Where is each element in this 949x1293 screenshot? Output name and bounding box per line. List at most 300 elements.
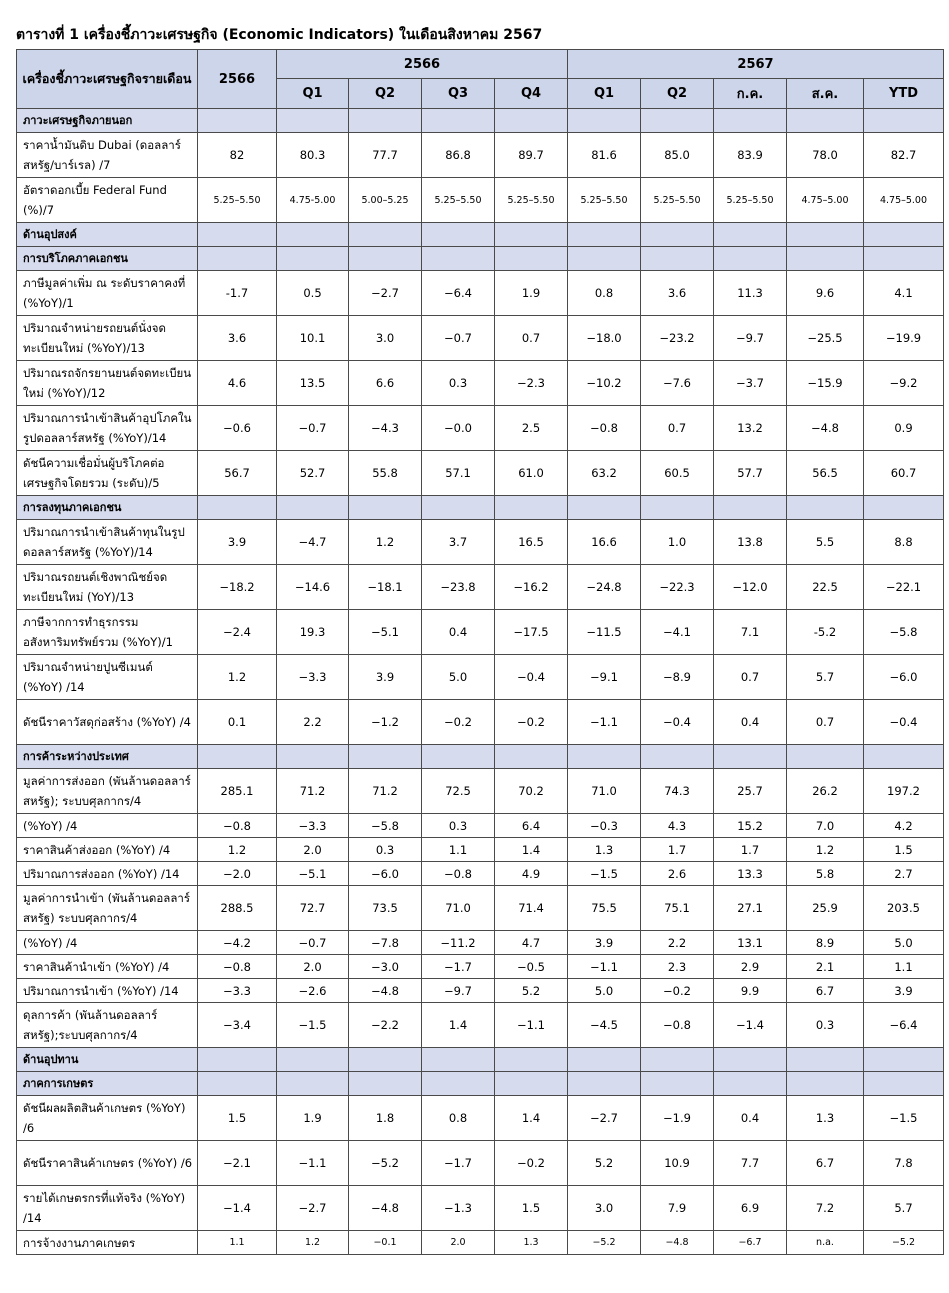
value-cell: −22.3 bbox=[641, 565, 714, 610]
row-label: ภาษีมูลค่าเพิ่ม ณ ระดับราคาคงที่ (%YoY)/1 bbox=[17, 271, 198, 316]
value-cell: −4.8 bbox=[641, 1231, 714, 1255]
value-cell: 0.8 bbox=[568, 271, 641, 316]
section-empty-cell bbox=[422, 1048, 495, 1072]
section-empty-cell bbox=[198, 223, 277, 247]
row-label: ราคาสินค้าส่งออก (%YoY) /4 bbox=[17, 838, 198, 862]
value-cell: 3.9 bbox=[864, 979, 944, 1003]
value-cell: 5.0 bbox=[422, 655, 495, 700]
value-cell: 5.25–5.50 bbox=[568, 178, 641, 223]
value-cell: 5.25–5.50 bbox=[198, 178, 277, 223]
row-label: อัตราดอกเบี้ย Federal Fund (%)/7 bbox=[17, 178, 198, 223]
value-cell: −1.5 bbox=[277, 1003, 349, 1048]
section-empty-cell bbox=[277, 247, 349, 271]
value-cell: 6.6 bbox=[349, 361, 422, 406]
value-cell: 56.5 bbox=[787, 451, 864, 496]
value-cell: −2.7 bbox=[568, 1096, 641, 1141]
row-label: ราคาสินค้านำเข้า (%YoY) /4 bbox=[17, 955, 198, 979]
value-cell: −11.2 bbox=[422, 931, 495, 955]
value-cell: −23.2 bbox=[641, 316, 714, 361]
value-cell: −0.2 bbox=[495, 1141, 568, 1186]
table-row bbox=[17, 610, 944, 655]
table-row bbox=[17, 451, 944, 496]
row-label: มูลค่าการส่งออก (พันล้านดอลลาร์สหรัฐ); ระบบศุลกากร/4 bbox=[17, 769, 198, 814]
section-row bbox=[17, 109, 944, 133]
value-cell: −3.3 bbox=[277, 655, 349, 700]
section-empty-cell bbox=[568, 1048, 641, 1072]
section-empty-cell bbox=[349, 1048, 422, 1072]
value-cell: −10.2 bbox=[568, 361, 641, 406]
section-empty-cell bbox=[422, 496, 495, 520]
value-cell: 1.8 bbox=[349, 1096, 422, 1141]
section-empty-cell bbox=[568, 496, 641, 520]
value-cell: 288.5 bbox=[198, 886, 277, 931]
value-cell: −0.8 bbox=[422, 862, 495, 886]
section-row bbox=[17, 496, 944, 520]
value-cell: n.a. bbox=[787, 1231, 864, 1255]
value-cell: 203.5 bbox=[864, 886, 944, 931]
value-cell: −25.5 bbox=[787, 316, 864, 361]
value-cell: 4.3 bbox=[641, 814, 714, 838]
section-empty-cell bbox=[198, 1048, 277, 1072]
table-row bbox=[17, 565, 944, 610]
row-label: รายได้เกษตรกรที่แท้จริง (%YoY) /14 bbox=[17, 1186, 198, 1231]
value-cell: 5.8 bbox=[787, 862, 864, 886]
section-empty-cell bbox=[864, 247, 944, 271]
value-cell: 0.4 bbox=[422, 610, 495, 655]
value-cell: −1.7 bbox=[422, 955, 495, 979]
row-label: ปริมาณรถจักรยานยนต์จดทะเบียนใหม่ (%YoY)/12 bbox=[17, 361, 198, 406]
value-cell: −18.0 bbox=[568, 316, 641, 361]
section-empty-cell bbox=[641, 1072, 714, 1096]
row-label: ปริมาณการส่งออก (%YoY) /14 bbox=[17, 862, 198, 886]
value-cell: 75.1 bbox=[641, 886, 714, 931]
section-empty-cell bbox=[422, 109, 495, 133]
value-cell: −2.4 bbox=[198, 610, 277, 655]
value-cell: 285.1 bbox=[198, 769, 277, 814]
header-indicator: เครื่องชี้ภาวะเศรษฐกิจรายเดือน bbox=[17, 50, 198, 109]
value-cell: −4.2 bbox=[198, 931, 277, 955]
table-title: ตารางที่ 1 เครื่องชี้ภาวะเศรษฐกิจ (Economic Indicators) ในเดือนสิงหาคม 2567 bbox=[16, 27, 543, 43]
value-cell: 72.5 bbox=[422, 769, 495, 814]
value-cell: 71.2 bbox=[277, 769, 349, 814]
row-label: ปริมาณจำหน่ายรถยนต์นั่งจดทะเบียนใหม่ (%YoY)/13 bbox=[17, 316, 198, 361]
value-cell: 2.1 bbox=[787, 955, 864, 979]
table-body bbox=[17, 109, 944, 1255]
value-cell: −9.7 bbox=[422, 979, 495, 1003]
value-cell: −0.4 bbox=[864, 700, 944, 745]
value-cell: -1.7 bbox=[198, 271, 277, 316]
value-cell: −1.3 bbox=[422, 1186, 495, 1231]
value-cell: 0.7 bbox=[641, 406, 714, 451]
value-cell: 1.2 bbox=[198, 838, 277, 862]
value-cell: −1.4 bbox=[198, 1186, 277, 1231]
table-row bbox=[17, 1141, 944, 1186]
value-cell: −2.1 bbox=[198, 1141, 277, 1186]
value-cell: 8.8 bbox=[864, 520, 944, 565]
value-cell: −0.2 bbox=[495, 700, 568, 745]
value-cell: −0.7 bbox=[277, 406, 349, 451]
section-empty-cell bbox=[714, 745, 787, 769]
section-empty-cell bbox=[864, 223, 944, 247]
value-cell: −14.6 bbox=[277, 565, 349, 610]
value-cell: 60.7 bbox=[864, 451, 944, 496]
value-cell: −1.5 bbox=[864, 1096, 944, 1141]
value-cell: 9.9 bbox=[714, 979, 787, 1003]
header-col: Q2 bbox=[349, 79, 422, 109]
value-cell: −5.8 bbox=[864, 610, 944, 655]
section-empty-cell bbox=[641, 223, 714, 247]
value-cell: −2.0 bbox=[198, 862, 277, 886]
value-cell: −2.6 bbox=[277, 979, 349, 1003]
value-cell: −1.7 bbox=[422, 1141, 495, 1186]
row-label: ปริมาณจำหน่ายปูนซีเมนต์ (%YoY) /14 bbox=[17, 655, 198, 700]
value-cell: 1.3 bbox=[495, 1231, 568, 1255]
value-cell: 0.9 bbox=[864, 406, 944, 451]
value-cell: 2.0 bbox=[277, 955, 349, 979]
value-cell: −0.6 bbox=[198, 406, 277, 451]
value-cell: 63.2 bbox=[568, 451, 641, 496]
table-row bbox=[17, 406, 944, 451]
table-row bbox=[17, 1231, 944, 1255]
section-label: การค้าระหว่างประเทศ bbox=[17, 745, 198, 769]
value-cell: 0.8 bbox=[422, 1096, 495, 1141]
row-label: ปริมาณการนำเข้าสินค้าทุนในรูปดอลลาร์สหรัฐ (%YoY)/14 bbox=[17, 520, 198, 565]
value-cell: 6.4 bbox=[495, 814, 568, 838]
value-cell: 8.9 bbox=[787, 931, 864, 955]
value-cell: −0.4 bbox=[495, 655, 568, 700]
value-cell: 0.3 bbox=[787, 1003, 864, 1048]
value-cell: 77.7 bbox=[349, 133, 422, 178]
section-empty-cell bbox=[422, 1072, 495, 1096]
value-cell: 57.7 bbox=[714, 451, 787, 496]
value-cell: 13.2 bbox=[714, 406, 787, 451]
value-cell: −0.0 bbox=[422, 406, 495, 451]
value-cell: 7.0 bbox=[787, 814, 864, 838]
value-cell: −4.8 bbox=[349, 1186, 422, 1231]
value-cell: 6.9 bbox=[714, 1186, 787, 1231]
value-cell: −9.2 bbox=[864, 361, 944, 406]
header-group-2567: 2567 bbox=[568, 50, 944, 79]
row-label: ดุลการค้า (พันล้านดอลลาร์สหรัฐ);ระบบศุลกากร/4 bbox=[17, 1003, 198, 1048]
value-cell: 2.2 bbox=[277, 700, 349, 745]
value-cell: −7.6 bbox=[641, 361, 714, 406]
value-cell: −24.8 bbox=[568, 565, 641, 610]
value-cell: −9.1 bbox=[568, 655, 641, 700]
value-cell: 56.7 bbox=[198, 451, 277, 496]
value-cell: 7.2 bbox=[787, 1186, 864, 1231]
value-cell: 5.00–5.25 bbox=[349, 178, 422, 223]
value-cell: 1.0 bbox=[641, 520, 714, 565]
value-cell: 1.5 bbox=[864, 838, 944, 862]
section-empty-cell bbox=[277, 496, 349, 520]
value-cell: 71.4 bbox=[495, 886, 568, 931]
value-cell: 1.5 bbox=[198, 1096, 277, 1141]
section-label: ด้านอุปสงค์ bbox=[17, 223, 198, 247]
value-cell: 7.9 bbox=[641, 1186, 714, 1231]
value-cell: −15.9 bbox=[787, 361, 864, 406]
section-empty-cell bbox=[787, 745, 864, 769]
section-empty-cell bbox=[864, 1072, 944, 1096]
section-empty-cell bbox=[277, 109, 349, 133]
value-cell: 1.7 bbox=[641, 838, 714, 862]
section-empty-cell bbox=[568, 247, 641, 271]
value-cell: −0.7 bbox=[422, 316, 495, 361]
value-cell: 80.3 bbox=[277, 133, 349, 178]
value-cell: 10.1 bbox=[277, 316, 349, 361]
section-empty-cell bbox=[422, 745, 495, 769]
value-cell: 6.7 bbox=[787, 979, 864, 1003]
value-cell: 3.0 bbox=[568, 1186, 641, 1231]
value-cell: 5.25–5.50 bbox=[495, 178, 568, 223]
section-empty-cell bbox=[495, 1048, 568, 1072]
value-cell: 70.2 bbox=[495, 769, 568, 814]
row-label: (%YoY) /4 bbox=[17, 931, 198, 955]
value-cell: −2.7 bbox=[277, 1186, 349, 1231]
value-cell: 73.5 bbox=[349, 886, 422, 931]
section-row bbox=[17, 223, 944, 247]
row-label: ภาษีจากการทำธุรกรรมอสังหาริมทรัพย์รวม (%YoY)/1 bbox=[17, 610, 198, 655]
table-row bbox=[17, 520, 944, 565]
section-empty-cell bbox=[714, 496, 787, 520]
value-cell: 11.3 bbox=[714, 271, 787, 316]
section-empty-cell bbox=[864, 1048, 944, 1072]
value-cell: −0.5 bbox=[495, 955, 568, 979]
value-cell: 16.6 bbox=[568, 520, 641, 565]
value-cell: −4.8 bbox=[349, 979, 422, 1003]
section-empty-cell bbox=[714, 1048, 787, 1072]
value-cell: −18.1 bbox=[349, 565, 422, 610]
value-cell: 197.2 bbox=[864, 769, 944, 814]
value-cell: −3.4 bbox=[198, 1003, 277, 1048]
section-empty-cell bbox=[495, 247, 568, 271]
value-cell: 5.2 bbox=[495, 979, 568, 1003]
table-row bbox=[17, 1003, 944, 1048]
value-cell: 4.1 bbox=[864, 271, 944, 316]
value-cell: −6.0 bbox=[349, 862, 422, 886]
section-empty-cell bbox=[641, 247, 714, 271]
value-cell: 86.8 bbox=[422, 133, 495, 178]
row-label: ดัชนีราคาวัสดุก่อสร้าง (%YoY) /4 bbox=[17, 700, 198, 745]
value-cell: 3.6 bbox=[198, 316, 277, 361]
value-cell: 2.5 bbox=[495, 406, 568, 451]
value-cell: 71.2 bbox=[349, 769, 422, 814]
value-cell: 2.2 bbox=[641, 931, 714, 955]
value-cell: −3.3 bbox=[198, 979, 277, 1003]
header-col: ก.ค. bbox=[714, 79, 787, 109]
section-row bbox=[17, 1072, 944, 1096]
table-row bbox=[17, 979, 944, 1003]
section-empty-cell bbox=[349, 745, 422, 769]
value-cell: −1.4 bbox=[714, 1003, 787, 1048]
value-cell: 81.6 bbox=[568, 133, 641, 178]
value-cell: −0.2 bbox=[641, 979, 714, 1003]
row-label: ดัชนีราคาสินค้าเกษตร (%YoY) /6 bbox=[17, 1141, 198, 1186]
value-cell: 83.9 bbox=[714, 133, 787, 178]
value-cell: −17.5 bbox=[495, 610, 568, 655]
value-cell: −8.9 bbox=[641, 655, 714, 700]
section-label: ภาวะเศรษฐกิจภายนอก bbox=[17, 109, 198, 133]
section-label: ด้านอุปทาน bbox=[17, 1048, 198, 1072]
value-cell: −23.8 bbox=[422, 565, 495, 610]
table-row bbox=[17, 931, 944, 955]
value-cell: −0.3 bbox=[568, 814, 641, 838]
row-label: ปริมาณรถยนต์เชิงพาณิชย์จดทะเบียนใหม่ (YoY)/13 bbox=[17, 565, 198, 610]
header-col: Q1 bbox=[568, 79, 641, 109]
value-cell: 82 bbox=[198, 133, 277, 178]
value-cell: 4.7 bbox=[495, 931, 568, 955]
value-cell: 72.7 bbox=[277, 886, 349, 931]
value-cell: −4.1 bbox=[641, 610, 714, 655]
value-cell: −5.1 bbox=[349, 610, 422, 655]
header-col: YTD bbox=[864, 79, 944, 109]
header-col: Q1 bbox=[277, 79, 349, 109]
row-label: การจ้างงานภาคเกษตร bbox=[17, 1231, 198, 1255]
value-cell: 13.1 bbox=[714, 931, 787, 955]
section-row bbox=[17, 1048, 944, 1072]
value-cell: 1.9 bbox=[495, 271, 568, 316]
section-empty-cell bbox=[198, 496, 277, 520]
section-empty-cell bbox=[641, 496, 714, 520]
value-cell: 2.6 bbox=[641, 862, 714, 886]
value-cell: −19.9 bbox=[864, 316, 944, 361]
value-cell: 1.9 bbox=[277, 1096, 349, 1141]
value-cell: 10.9 bbox=[641, 1141, 714, 1186]
section-empty-cell bbox=[787, 109, 864, 133]
section-empty-cell bbox=[787, 1072, 864, 1096]
value-cell: 5.7 bbox=[787, 655, 864, 700]
table-row bbox=[17, 361, 944, 406]
section-empty-cell bbox=[495, 496, 568, 520]
value-cell: 13.3 bbox=[714, 862, 787, 886]
value-cell: 5.25–5.50 bbox=[641, 178, 714, 223]
value-cell: −2.3 bbox=[495, 361, 568, 406]
value-cell: 1.1 bbox=[198, 1231, 277, 1255]
value-cell: 1.7 bbox=[714, 838, 787, 862]
value-cell: 1.2 bbox=[277, 1231, 349, 1255]
value-cell: 19.3 bbox=[277, 610, 349, 655]
section-empty-cell bbox=[714, 247, 787, 271]
section-label: ภาคการเกษตร bbox=[17, 1072, 198, 1096]
value-cell: −6.4 bbox=[864, 1003, 944, 1048]
value-cell: 85.0 bbox=[641, 133, 714, 178]
value-cell: 0.4 bbox=[714, 700, 787, 745]
value-cell: 0.3 bbox=[422, 814, 495, 838]
value-cell: −0.1 bbox=[349, 1231, 422, 1255]
value-cell: 1.2 bbox=[198, 655, 277, 700]
table-row bbox=[17, 1096, 944, 1141]
value-cell: 2.9 bbox=[714, 955, 787, 979]
value-cell: −1.1 bbox=[568, 955, 641, 979]
section-empty-cell bbox=[422, 223, 495, 247]
value-cell: 1.4 bbox=[422, 1003, 495, 1048]
value-cell: 0.3 bbox=[422, 361, 495, 406]
value-cell: 13.8 bbox=[714, 520, 787, 565]
value-cell: 1.3 bbox=[787, 1096, 864, 1141]
header-col: Q4 bbox=[495, 79, 568, 109]
value-cell: 27.1 bbox=[714, 886, 787, 931]
value-cell: −5.8 bbox=[349, 814, 422, 838]
row-label: มูลค่าการนำเข้า (พันล้านดอลลาร์สหรัฐ) ระบบศุลกากร/4 bbox=[17, 886, 198, 931]
value-cell: 55.8 bbox=[349, 451, 422, 496]
value-cell: −9.7 bbox=[714, 316, 787, 361]
value-cell: 60.5 bbox=[641, 451, 714, 496]
section-empty-cell bbox=[349, 247, 422, 271]
table-row bbox=[17, 955, 944, 979]
section-empty-cell bbox=[277, 1048, 349, 1072]
value-cell: 2.0 bbox=[277, 838, 349, 862]
value-cell: 57.1 bbox=[422, 451, 495, 496]
section-empty-cell bbox=[495, 745, 568, 769]
table-row bbox=[17, 700, 944, 745]
row-label: ปริมาณการนำเข้า (%YoY) /14 bbox=[17, 979, 198, 1003]
value-cell: 5.25–5.50 bbox=[714, 178, 787, 223]
section-empty-cell bbox=[277, 1072, 349, 1096]
section-empty-cell bbox=[495, 223, 568, 247]
value-cell: 3.9 bbox=[198, 520, 277, 565]
value-cell: 71.0 bbox=[422, 886, 495, 931]
value-cell: 1.1 bbox=[864, 955, 944, 979]
value-cell: −2.2 bbox=[349, 1003, 422, 1048]
row-label: ดัชนีผลผลิตสินค้าเกษตร (%YoY) /6 bbox=[17, 1096, 198, 1141]
value-cell: −1.9 bbox=[641, 1096, 714, 1141]
value-cell: 16.5 bbox=[495, 520, 568, 565]
value-cell: 1.3 bbox=[568, 838, 641, 862]
value-cell: 78.0 bbox=[787, 133, 864, 178]
value-cell: 89.7 bbox=[495, 133, 568, 178]
value-cell: 0.7 bbox=[787, 700, 864, 745]
value-cell: 1.1 bbox=[422, 838, 495, 862]
value-cell: 0.7 bbox=[714, 655, 787, 700]
row-label: ปริมาณการนำเข้าสินค้าอุปโภคในรูปดอลลาร์สหรัฐ (%YoY)/14 bbox=[17, 406, 198, 451]
value-cell: 74.3 bbox=[641, 769, 714, 814]
value-cell: 7.8 bbox=[864, 1141, 944, 1186]
value-cell: 2.0 bbox=[422, 1231, 495, 1255]
value-cell: −4.3 bbox=[349, 406, 422, 451]
value-cell: 71.0 bbox=[568, 769, 641, 814]
value-cell: −16.2 bbox=[495, 565, 568, 610]
section-empty-cell bbox=[422, 247, 495, 271]
value-cell: 3.7 bbox=[422, 520, 495, 565]
value-cell: 75.5 bbox=[568, 886, 641, 931]
section-empty-cell bbox=[277, 223, 349, 247]
value-cell: 61.0 bbox=[495, 451, 568, 496]
section-empty-cell bbox=[349, 1072, 422, 1096]
value-cell: 4.6 bbox=[198, 361, 277, 406]
value-cell: −5.2 bbox=[349, 1141, 422, 1186]
header-annual: 2566 bbox=[198, 50, 277, 109]
value-cell: -5.2 bbox=[787, 610, 864, 655]
value-cell: −1.1 bbox=[568, 700, 641, 745]
value-cell: −18.2 bbox=[198, 565, 277, 610]
economic-indicators-table bbox=[16, 49, 944, 1255]
value-cell: −12.0 bbox=[714, 565, 787, 610]
table-row bbox=[17, 814, 944, 838]
value-cell: 1.5 bbox=[495, 1186, 568, 1231]
section-empty-cell bbox=[787, 496, 864, 520]
value-cell: 0.5 bbox=[277, 271, 349, 316]
value-cell: 0.1 bbox=[198, 700, 277, 745]
value-cell: 5.2 bbox=[568, 1141, 641, 1186]
value-cell: 25.9 bbox=[787, 886, 864, 931]
header-col: Q2 bbox=[641, 79, 714, 109]
header-col: ส.ค. bbox=[787, 79, 864, 109]
value-cell: 4.75–5.00 bbox=[787, 178, 864, 223]
value-cell: −1.5 bbox=[568, 862, 641, 886]
value-cell: 4.2 bbox=[864, 814, 944, 838]
section-empty-cell bbox=[568, 223, 641, 247]
header-row-1 bbox=[17, 50, 944, 79]
section-empty-cell bbox=[495, 1072, 568, 1096]
